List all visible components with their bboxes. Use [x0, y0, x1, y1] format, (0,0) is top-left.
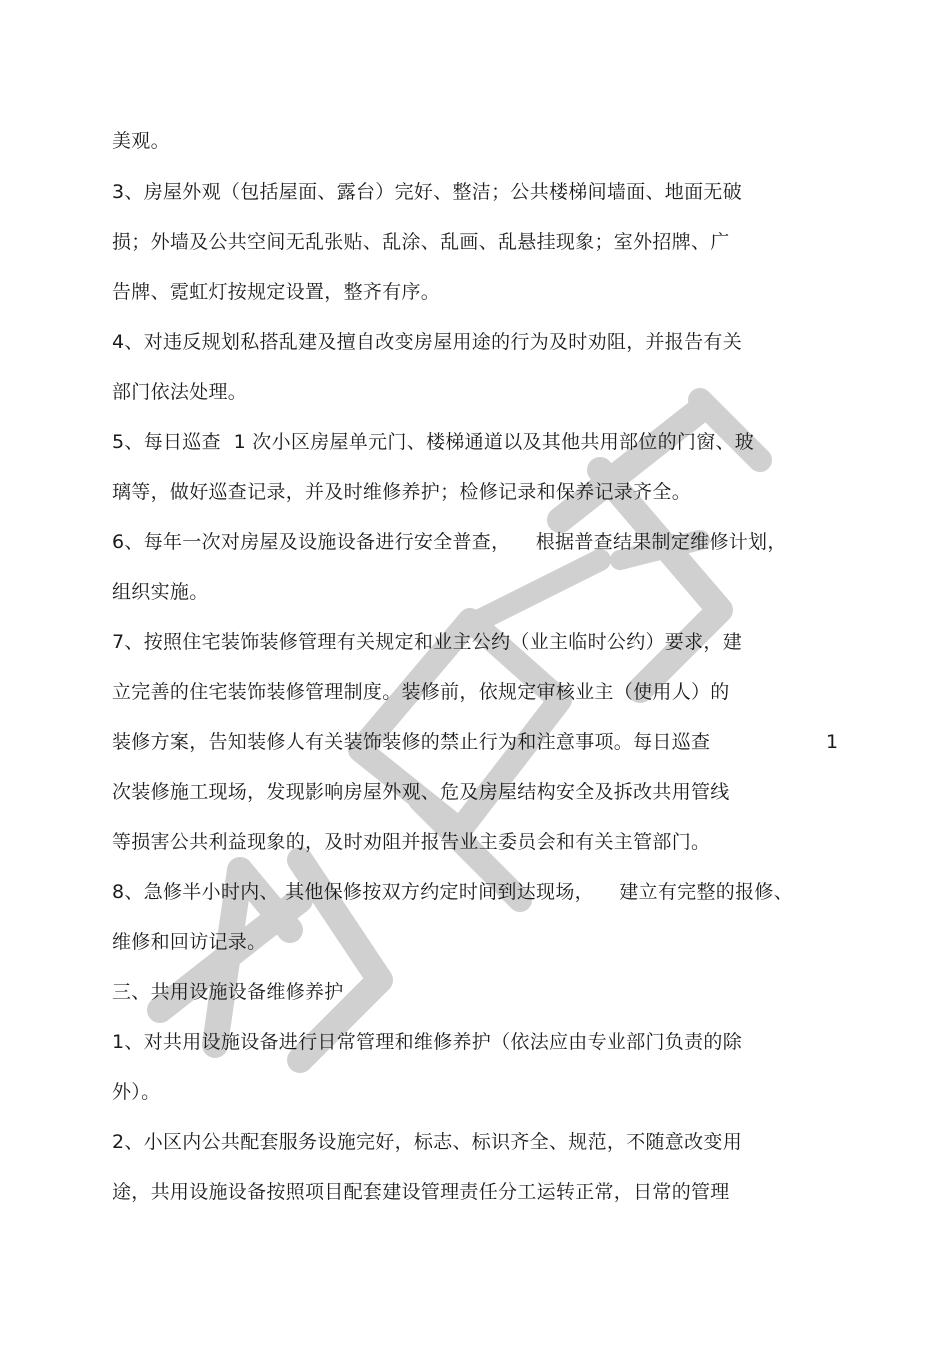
text-line: 6、每年一次对房屋及设施设备进行安全普查， 根据普查结果制定维修计划， — [112, 531, 787, 553]
text-line: 告牌、霓虹灯按规定设置，整齐有序。 — [112, 281, 441, 303]
text-line: 装修方案，告知装修人有关装饰装修的禁止行为和注意事项。每日巡查 — [112, 731, 711, 753]
text-line: 次装修施工现场，发现影响房屋外观、危及房屋结构安全及拆改共用管线 — [112, 781, 730, 803]
text-line: 途，共用设施设备按照项目配套建设管理责任分工运转正常，日常的管理 — [112, 1181, 730, 1203]
text-line: 3、房屋外观（包括屋面、露台）完好、整洁；公共楼梯间墙面、地面无破 — [112, 181, 742, 203]
text-line: 部门依法处理。 — [112, 381, 248, 403]
text-line: 维修和回访记录。 — [112, 931, 267, 953]
text-line: 4、对违反规划私搭乱建及擅自改变房屋用途的行为及时劝阻，并报告有关 — [112, 331, 742, 353]
text-line: 损；外墙及公共空间无乱张贴、乱涂、乱画、乱悬挂现象；室外招牌、广 — [112, 231, 730, 253]
text-line: 立完善的住宅装饰装修管理制度。装修前，依规定审核业主（使用人）的 — [112, 681, 730, 703]
text-line: 璃等，做好巡查记录，并及时维修养护；检修记录和保养记录齐全。 — [112, 481, 692, 503]
margin-number: 1 — [826, 731, 839, 753]
text-line: 1、对共用设施设备进行日常管理和维修养护（依法应由专业部门负责的除 — [112, 1031, 742, 1053]
text-line: 美观。 — [112, 130, 170, 152]
section-heading: 三、共用设施设备维修养护 — [112, 981, 344, 1003]
text-line: 2、小区内公共配套服务设施完好，标志、标识齐全、规范，不随意改变用 — [112, 1131, 742, 1153]
text-line: 5、每日巡查 1 次小区房屋单元门、楼梯通道以及其他共用部位的门窗、玻 — [112, 431, 755, 453]
text-line: 8、急修半小时内、 其他保修按双方约定时间到达现场， 建立有完整的报修、 — [112, 881, 793, 903]
text-line: 等损害公共利益现象的，及时劝阻并报告业主委员会和有关主管部门。 — [112, 831, 711, 853]
text-line: 外）。 — [112, 1081, 161, 1103]
text-line: 7、按照住宅装饰装修管理有关规定和业主公约（业主临时公约）要求，建 — [112, 631, 742, 653]
text-line: 组织实施。 — [112, 581, 209, 603]
watermark-stroke — [480, 560, 600, 620]
